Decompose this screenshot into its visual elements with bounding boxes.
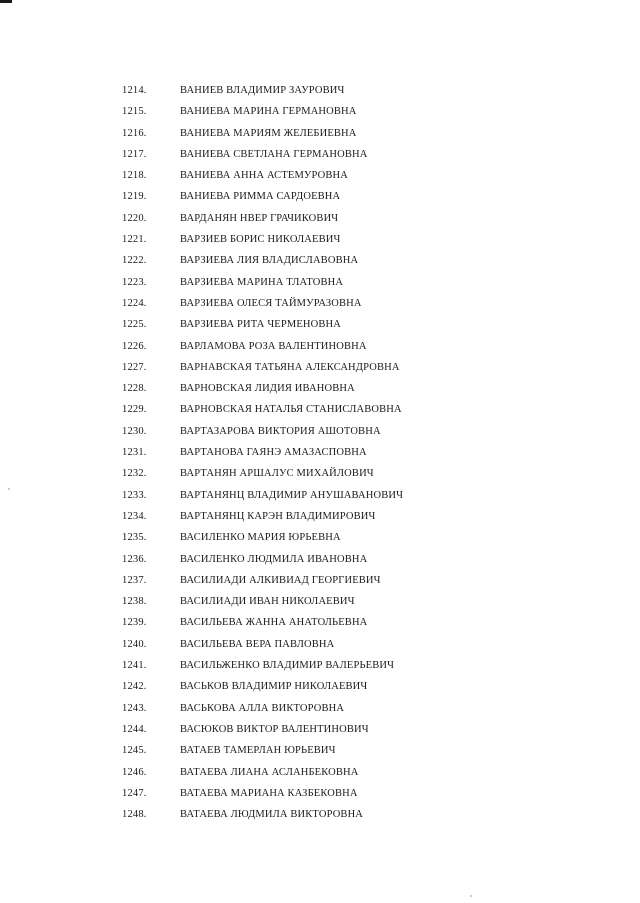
list-item <box>0 186 640 207</box>
entry-number: 1244. <box>122 723 147 735</box>
entry-number: 1240. <box>122 638 147 650</box>
list-item <box>0 144 640 165</box>
list-item <box>0 804 640 825</box>
name-list <box>0 80 640 825</box>
list-item <box>0 740 640 761</box>
entry-name: ВАРТАЗАРОВА ВИКТОРИЯ АШОТОВНА <box>180 425 381 437</box>
entry-number: 1232. <box>122 468 147 480</box>
list-item <box>0 612 640 633</box>
entry-number: 1221. <box>122 234 147 246</box>
list-item <box>0 762 640 783</box>
list-item <box>0 399 640 420</box>
entry-name: ВАНИЕВ ВЛАДИМИР ЗАУРОВИЧ <box>180 85 345 96</box>
list-item <box>0 655 640 676</box>
entry-name: ВАРНОВСКАЯ ЛИДИЯ ИВАНОВНА <box>180 383 355 395</box>
list-item <box>0 293 640 314</box>
list-item <box>0 208 640 229</box>
entry-number: 1215. <box>122 106 147 118</box>
entry-name: ВАСЬКОВ ВЛАДИМИР НИКОЛАЕВИЧ <box>180 681 368 693</box>
entry-name: ВАСИЛЬЕВА ВЕРА ПАВЛОВНА <box>180 638 335 650</box>
entry-number: 1222. <box>122 255 147 267</box>
entry-name: ВАТАЕВА ЛЮДМИЛА ВИКТОРОВНА <box>180 809 364 821</box>
entry-name: ВАРЗИЕВА МАРИНА ТЛАТОВНА <box>180 276 344 288</box>
entry-number: 1236. <box>122 553 147 565</box>
entry-name: ВАСИЛИАДИ АЛКИВИАД ГЕОРГИЕВИЧ <box>180 574 381 586</box>
entry-name: ВАНИЕВА МАРИНА ГЕРМАНОВНА <box>180 106 357 118</box>
entry-name: ВАСЬКОВА АЛЛА ВИКТОРОВНА <box>180 702 345 714</box>
entry-name: ВАСИЛЕНКО МАРИЯ ЮРЬЕВНА <box>180 532 341 544</box>
entry-number: 1243. <box>122 702 147 714</box>
list-item <box>0 634 640 655</box>
entry-number: 1225. <box>122 319 147 331</box>
list-item <box>0 272 640 293</box>
entry-name: ВАРЛАМОВА РОЗА ВАЛЕНТИНОВНА <box>180 340 367 352</box>
entry-number: 1242. <box>122 681 147 693</box>
entry-name: ВАСИЛЬЖЕНКО ВЛАДИМИР ВАЛЕРЬЕВИЧ <box>180 660 395 672</box>
entry-name: ВАРЗИЕВ БОРИС НИКОЛАЕВИЧ <box>180 234 341 246</box>
entry-name: ВАТАЕВА МАРИАНА КАЗБЕКОВНА <box>180 787 358 799</box>
entry-number: 1235. <box>122 532 147 544</box>
entry-number: 1233. <box>122 489 147 501</box>
entry-name: ВАНИЕВА МАРИЯМ ЖЕЛЕБИЕВНА <box>180 127 357 139</box>
list-item <box>0 378 640 399</box>
entry-name: ВАРЗИЕВА РИТА ЧЕРМЕНОВНА <box>180 319 341 331</box>
entry-number: 1226. <box>122 340 147 352</box>
entry-number: 1230. <box>122 425 147 437</box>
entry-number: 1228. <box>122 383 147 395</box>
entry-name: ВАСЮКОВ ВИКТОР ВАЛЕНТИНОВИЧ <box>180 723 369 735</box>
entry-name: ВАРТАНЯНЦ ВЛАДИМИР АНУШАВАНОВИЧ <box>180 489 404 501</box>
list-item <box>0 719 640 740</box>
scan-corner-mark <box>0 0 12 3</box>
list-item <box>0 314 640 335</box>
list-item <box>0 165 640 186</box>
entry-name: ВАСИЛЕНКО ЛЮДМИЛА ИВАНОВНА <box>180 553 368 565</box>
list-item <box>0 123 640 144</box>
entry-name: ВАРЗИЕВА ОЛЕСЯ ТАЙМУРАЗОВНА <box>180 297 362 309</box>
entry-name: ВАНИЕВА АННА АСТЕМУРОВНА <box>180 170 348 182</box>
list-item <box>0 485 640 506</box>
entry-number: 1217. <box>122 148 147 160</box>
list-item <box>0 463 640 484</box>
entry-name: ВАНИЕВА СВЕТЛАНА ГЕРМАНОВНА <box>180 148 368 160</box>
entry-number: 1245. <box>122 745 147 757</box>
entry-number: 1239. <box>122 617 147 629</box>
list-item <box>0 570 640 591</box>
entry-number: 1248. <box>122 809 147 821</box>
entry-number: 1229. <box>122 404 147 416</box>
entry-number: 1224. <box>122 297 147 309</box>
entry-number: 1237. <box>122 574 147 586</box>
list-item <box>0 229 640 250</box>
entry-number: 1227. <box>122 361 147 373</box>
list-item <box>0 80 640 101</box>
list-item <box>0 357 640 378</box>
entry-name: ВАРНОВСКАЯ НАТАЛЬЯ СТАНИСЛАВОВНА <box>180 404 402 416</box>
scan-speck <box>470 895 472 897</box>
entry-name: ВАРНАВСКАЯ ТАТЬЯНА АЛЕКСАНДРОВНА <box>180 361 400 373</box>
list-item <box>0 336 640 357</box>
entry-number: 1219. <box>122 191 147 203</box>
entry-number: 1231. <box>122 447 147 459</box>
entry-number: 1241. <box>122 660 147 672</box>
list-item <box>0 783 640 804</box>
list-item <box>0 250 640 271</box>
list-item <box>0 698 640 719</box>
entry-number: 1216. <box>122 127 147 139</box>
entry-name: ВАНИЕВА РИММА САРДОЕВНА <box>180 191 341 203</box>
list-item <box>0 101 640 122</box>
entry-name: ВАРТАНОВА ГАЯНЭ АМАЗАСПОВНА <box>180 447 367 459</box>
entry-number: 1223. <box>122 276 147 288</box>
entry-name: ВАТАЕВА ЛИАНА АСЛАНБЕКОВНА <box>180 766 359 778</box>
list-item <box>0 676 640 697</box>
list-item <box>0 506 640 527</box>
entry-name: ВАСИЛИАДИ ИВАН НИКОЛАЕВИЧ <box>180 596 355 608</box>
entry-name: ВАРТАНЯН АРШАЛУС МИХАЙЛОВИЧ <box>180 468 374 480</box>
entry-number: 1238. <box>122 596 147 608</box>
entry-number: 1246. <box>122 766 147 778</box>
entry-name: ВАРДАНЯН НВЕР ГРАЧИКОВИЧ <box>180 212 339 224</box>
list-item <box>0 421 640 442</box>
entry-name: ВАРЗИЕВА ЛИЯ ВЛАДИСЛАВОВНА <box>180 255 359 267</box>
list-item <box>0 527 640 548</box>
entry-number: 1214. <box>122 85 147 96</box>
entry-number: 1220. <box>122 212 147 224</box>
list-item <box>0 591 640 612</box>
entry-number: 1247. <box>122 787 147 799</box>
entry-name: ВАТАЕВ ТАМЕРЛАН ЮРЬЕВИЧ <box>180 745 336 757</box>
list-item <box>0 549 640 570</box>
entry-name: ВАСИЛЬЕВА ЖАННА АНАТОЛЬЕВНА <box>180 617 368 629</box>
entry-name: ВАРТАНЯНЦ КАРЭН ВЛАДИМИРОВИЧ <box>180 510 376 522</box>
entry-number: 1234. <box>122 510 147 522</box>
list-item <box>0 442 640 463</box>
entry-number: 1218. <box>122 170 147 182</box>
